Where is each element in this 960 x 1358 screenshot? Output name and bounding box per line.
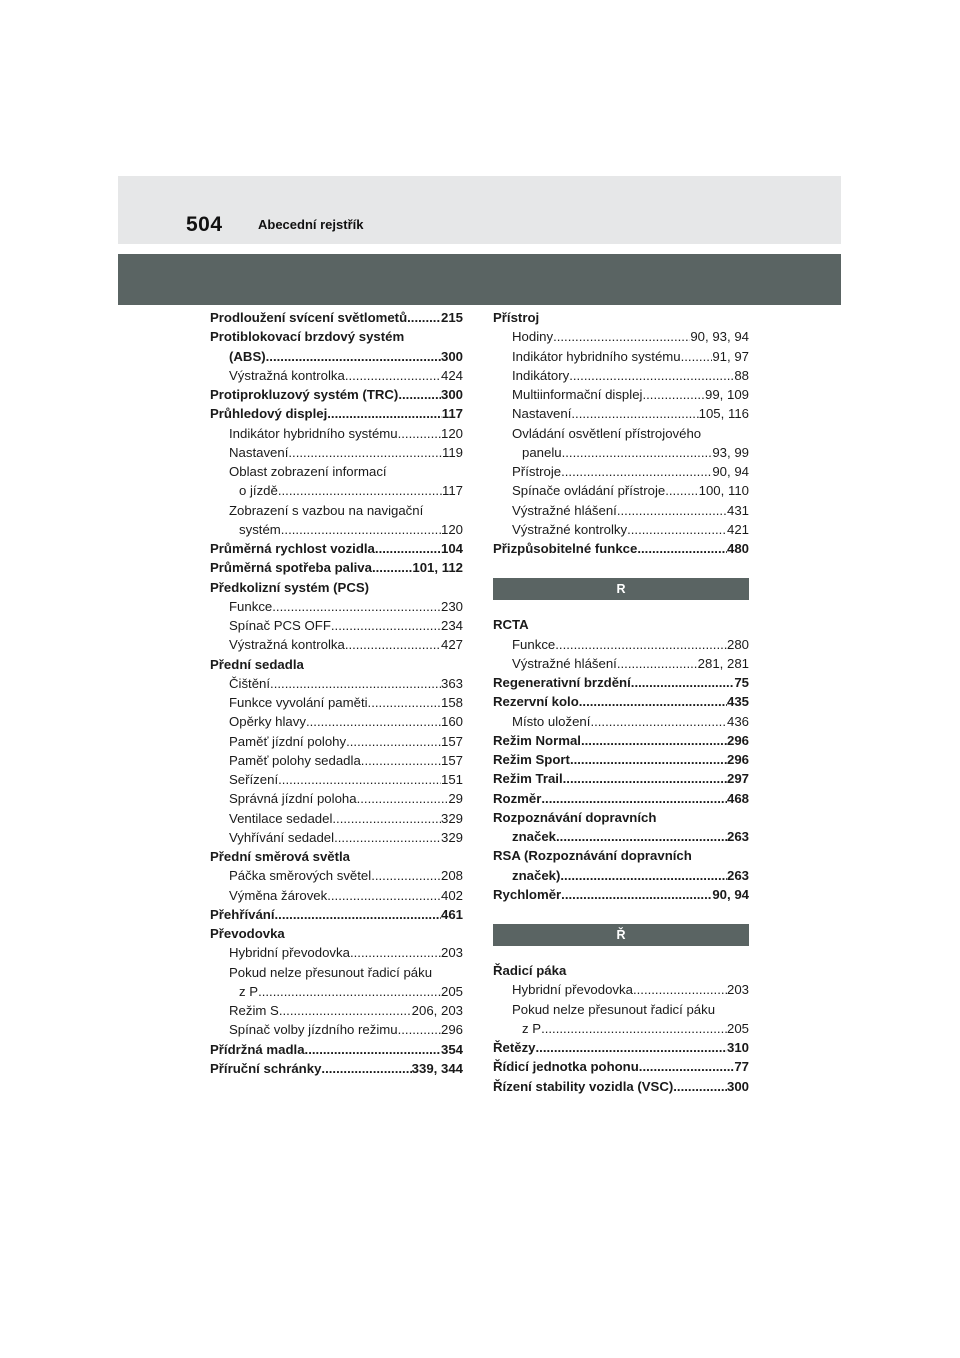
index-entry [210,982,463,1001]
dot-leader [275,905,441,924]
header-bar [118,176,841,244]
index-entry-term: z P [522,1020,542,1036]
index-entry-term: Výstražné kontrolky [512,521,628,537]
index-entry-pages[interactable]: 296 [726,752,749,767]
index-entry-term: z P [239,983,259,999]
index-entry-term: Funkce vyvolání paměti [229,695,368,710]
index-entry-pages[interactable]: 296 [726,732,749,748]
index-entry-pages[interactable]: 157 [440,752,463,768]
index-entry-term: Režim Sport [493,752,570,767]
index-entry-term: Režim Normal [493,732,581,748]
dot-leader [270,674,441,693]
index-entry-pages[interactable]: 91, 97 [712,348,749,364]
index-entry-pages[interactable]: 339, 344 [411,1060,463,1076]
index-entry [493,866,749,885]
dot-leader [279,1001,412,1020]
index-entry-term: Řízení stability vozidla (VSC) [493,1078,674,1094]
dot-leader [398,385,441,404]
dot-leader [617,654,698,673]
dot-leader [371,866,441,885]
dot-leader [541,789,727,808]
index-entry [210,1001,463,1020]
index-entry-term: Rozpoznávání dopravních [493,809,657,825]
index-entry-term: Řadicí páka [493,963,567,978]
index-entry-pages[interactable]: 100, 110 [698,483,749,499]
index-entry-term: panelu [522,444,562,460]
dot-leader [321,1059,411,1078]
index-entry-pages[interactable]: 104 [440,541,463,556]
index-entry [210,424,463,443]
index-entry-term: značek [512,829,556,844]
index-entry-pages[interactable]: 300 [440,387,463,402]
index-entry-pages[interactable]: 215 [440,310,463,325]
dot-leader [407,308,441,327]
index-entry-term: Příruční schránky [210,1060,322,1076]
index-entry-pages[interactable]: 310 [726,1040,749,1055]
dot-leader [398,424,441,443]
index-entry [493,750,749,769]
dot-leader [562,443,713,462]
index-entry-term: Přizpůsobitelné funkce [493,541,638,556]
index-entry [210,385,463,404]
dot-leader [278,481,442,500]
index-entry [210,616,463,635]
index-entry-term: Opěrky hlavy [229,714,306,730]
index-entry-pages[interactable]: 203 [726,982,749,998]
index-entry [210,443,463,462]
index-entry-pages[interactable]: 203 [440,945,463,961]
index-entry-term: Regenerativní brzdění [493,675,631,690]
index-entry-pages[interactable]: 329 [440,829,463,845]
index-entry-term: Funkce [229,598,273,614]
index-entry [493,404,749,423]
index-entry-pages[interactable]: 120 [440,425,463,441]
index-entry-pages[interactable]: 90, 94 [712,464,749,479]
dot-leader [617,501,727,520]
index-entry-term: Vyhřívání sedadel [229,829,335,845]
index-entry [493,1019,749,1038]
index-entry [210,308,463,327]
index-entry-term: systém [239,521,281,537]
index-entry-term: Hybridní převodovka [512,982,633,998]
dot-leader [306,712,441,731]
dot-leader [555,635,727,654]
index-entry [493,385,749,404]
dot-leader [345,635,441,654]
index-entry [493,731,749,750]
index-entry [210,809,463,828]
index-entry-term: Indikátory [512,367,570,383]
index-entry [493,1077,749,1096]
index-entry [210,886,463,905]
index-entry-term: Řetězy [493,1040,536,1055]
dot-leader [556,827,727,846]
index-entry [493,827,749,846]
index-entry-pages[interactable]: 480 [726,541,749,556]
index-entry [210,1059,463,1078]
index-entry-term: Nastavení [229,444,289,460]
index-entry [210,578,463,597]
index-entry [210,327,463,346]
index-entry [210,635,463,654]
index-entry [210,462,463,481]
index-entry [210,520,463,539]
index-entry [210,789,463,808]
dot-leader [590,712,727,731]
index-entry-term: Paměť jízdní polohy [229,733,347,749]
dot-leader [375,539,441,558]
index-entry-term: Čištění [229,675,271,691]
index-entry-term: Režim Trail [493,771,563,787]
index-entry [210,404,463,423]
index-entry-pages[interactable]: 101, 112 [412,560,463,576]
index-entry [493,615,749,634]
index-entry [210,1040,463,1059]
index-entry-pages[interactable]: 230 [440,598,463,614]
index-entry-term: Průhledový displej [210,406,328,422]
index-column-left [210,308,463,1078]
dot-leader [553,327,690,346]
index-entry [210,597,463,616]
index-entry-pages[interactable]: 297 [726,771,749,787]
index-entry [493,712,749,731]
index-entry-pages[interactable]: 88 [734,367,749,383]
page-title: Abecední rejstřík [258,217,364,232]
index-entry-term: Výstražná kontrolka [229,367,345,383]
index-entry-term: Průměrná spotřeba paliva [210,560,372,576]
index-entry [493,539,749,558]
index-entry-term: Místo uložení [512,713,591,729]
index-entry-pages[interactable]: 431 [726,502,749,518]
index-entry [493,654,749,673]
dot-leader [563,769,727,788]
index-entry-term: Přehřívání [210,906,275,922]
index-entry [493,789,749,808]
index-entry [210,924,463,943]
dot-leader [345,366,441,385]
index-entry-term: Seřízení [229,772,279,787]
index-entry-term: (ABS) [229,348,266,364]
index-entry-pages[interactable]: 263 [726,829,749,844]
index-entry-term: Paměť polohy sedadla [229,752,361,768]
index-entry [493,885,749,904]
index-entry-term: Průměrná rychlost vozidla [210,541,375,556]
dot-leader [350,943,441,962]
index-entry-term: Přístroj [493,310,540,325]
index-entry-pages[interactable]: 205 [726,1020,749,1036]
index-entry [493,1057,749,1076]
dot-leader [569,366,734,385]
dot-leader [272,597,441,616]
dot-leader [266,347,441,366]
index-entry-pages[interactable]: 117 [441,483,463,499]
index-entry-term: o jízdě [239,483,278,499]
index-entry [210,558,463,577]
index-entry [210,1020,463,1039]
dot-leader [334,828,441,847]
dot-leader [570,750,727,769]
index-entry-term: Spínač PCS OFF [229,618,331,633]
index-entry [210,963,463,982]
index-entry-term: Spínače ovládání přístroje [512,483,666,499]
index-entry [493,366,749,385]
index-entry [493,501,749,520]
index-entry-term: Hodiny [512,329,554,345]
index-entry [493,481,749,500]
index-entry-term: Přední sedadla [210,656,304,672]
dot-leader [561,462,712,481]
dot-leader [281,520,441,539]
index-entry-term: Výměna žárovek [229,887,328,903]
index-entry-pages[interactable]: 329 [440,810,463,826]
index-entry [493,327,749,346]
dot-leader [633,980,727,999]
index-entry-pages[interactable]: 424 [440,367,463,383]
dot-leader [346,732,441,751]
dot-leader [536,1038,727,1057]
index-entry [210,347,463,366]
index-entry-term: Multiinformační displej [512,387,643,402]
index-entry [493,520,749,539]
index-entry-pages[interactable]: 263 [726,867,749,883]
index-entry-pages[interactable]: 157 [440,733,463,749]
index-entry [210,539,463,558]
index-entry-term: Indikátor hybridního systému [512,348,681,364]
index-entry-term: Přídržná madla [210,1041,305,1057]
dot-leader [541,1019,727,1038]
index-entry-pages[interactable]: 296 [440,1022,463,1038]
index-entry-term: Funkce [512,636,556,652]
index-entry [493,692,749,711]
dot-leader [332,809,441,828]
dot-leader [368,693,441,712]
index-entry-pages[interactable]: 160 [440,714,463,730]
index-entry [493,424,749,443]
index-entry [210,693,463,712]
index-entry [210,943,463,962]
index-entry-term: Přístroje [512,464,562,479]
index-entry [493,443,749,462]
index-entry-term: Protiprokluzový systém (TRC) [210,387,399,402]
dot-leader [631,673,735,692]
index-entry-term: Oblast zobrazení informací [229,464,387,479]
index-entry-pages[interactable]: 90, 93, 94 [690,329,749,345]
header-band [118,254,841,305]
index-entry-pages[interactable]: 436 [726,713,749,729]
index-entry [493,308,749,327]
index-entry-term: Ventilace sedadel [229,810,333,826]
dot-leader [357,789,449,808]
index-entry [493,673,749,692]
dot-leader [581,731,727,750]
index-entry-pages[interactable]: 435 [726,694,749,710]
index-entry-term: Rozměr [493,790,542,806]
index-entry [493,980,749,999]
dot-leader [561,885,712,904]
dot-leader [372,558,412,577]
index-entry [493,1038,749,1057]
dot-leader [627,520,727,539]
index-entry-pages[interactable]: 120 [440,521,463,537]
index-entry-pages[interactable]: 206, 203 [411,1003,463,1018]
dot-leader [681,347,713,366]
index-entry-term: Protiblokovací brzdový systém [210,329,405,345]
index-entry-pages[interactable]: 77 [734,1059,749,1075]
index-entry-pages[interactable]: 75 [734,675,749,690]
index-entry-pages[interactable]: 281, 281 [697,655,749,671]
index-entry-term: Hybridní převodovka [229,945,350,961]
index-entry [493,846,749,865]
dot-leader [305,1040,441,1059]
index-entry [210,732,463,751]
dot-leader [327,886,441,905]
index-entry-term: Rezervní kolo [493,694,579,710]
dot-leader [331,616,441,635]
index-entry [210,905,463,924]
index-entry [210,366,463,385]
index-entry [493,1000,749,1019]
index-entry [493,347,749,366]
index-entry-term: Přední směrová světla [210,849,351,864]
index-entry-term: Páčka směrových světel [229,868,372,884]
dot-leader [258,982,441,1001]
index-column-right [493,308,749,1096]
index-entry-pages[interactable]: 29 [448,791,463,807]
index-entry-pages[interactable]: 117 [441,406,463,422]
index-entry-term: Rychloměr [493,886,562,902]
index-entry-pages[interactable]: 461 [440,906,463,922]
index-entry [210,751,463,770]
dot-leader [571,404,698,423]
index-entry [210,655,463,674]
index-entry [210,712,463,731]
index-entry-term: Řídicí jednotka pohonu [493,1059,639,1075]
dot-leader [579,692,727,711]
index-entry [210,828,463,847]
index-entry [210,481,463,500]
index-entry-pages[interactable]: 300 [726,1078,749,1094]
index-entry-term: Výstražné hlášení [512,655,617,671]
index-entry-pages[interactable]: 158 [440,695,463,710]
index-entry-term: RSA (Rozpoznávání dopravních [493,848,692,864]
index-entry-pages[interactable]: 468 [726,790,749,806]
index-entry-pages[interactable]: 363 [440,675,463,691]
section-header: R [493,578,749,600]
dot-leader [398,1020,441,1039]
dot-leader [278,770,441,789]
index-entry [210,847,463,866]
index-entry-term: Předkolizní systém (PCS) [210,579,370,595]
index-entry-term: Nastavení [512,406,572,422]
dot-leader [665,481,698,500]
index-entry [210,866,463,885]
index-entry-term: Režim S [229,1003,279,1018]
index-entry-term: Správná jízdní poloha [229,791,357,807]
dot-leader [639,1057,735,1076]
index-entry-term: Ovládání osvětlení přístrojového [512,425,702,441]
index-entry-pages[interactable]: 99, 109 [705,387,749,402]
index-entry [493,462,749,481]
dot-leader [673,1077,727,1096]
index-entry-pages[interactable]: 402 [440,887,463,903]
index-entry-term: Spínač volby jízdního režimu [229,1022,398,1038]
dot-leader [288,443,442,462]
index-entry-pages[interactable]: 205 [440,983,463,999]
index-entry-term: Převodovka [210,926,285,941]
dot-leader [361,751,441,770]
index-entry-pages[interactable]: 427 [440,637,463,653]
page-number: 504 [186,213,223,236]
index-entry-term: RCTA [493,617,529,633]
dot-leader [637,539,727,558]
index-entry-term: Pokud nelze přesunout řadicí páku [512,1001,716,1017]
index-entry-pages[interactable]: 354 [440,1041,463,1057]
index-entry-pages[interactable]: 234 [440,618,463,633]
index-entry-term: Výstražné hlášení [512,502,617,518]
index-entry [493,635,749,654]
index-entry-term: Prodloužení svícení světlometů [210,310,408,325]
dot-leader [560,866,727,885]
index-entry-pages[interactable]: 208 [440,868,463,884]
index-entry-term: Pokud nelze přesunout řadicí páku [229,964,433,980]
index-entry-pages[interactable]: 93, 99 [712,444,749,460]
index-entry-pages[interactable]: 151 [440,772,463,787]
index-entry-term: Výstražná kontrolka [229,637,345,653]
index-entry [493,961,749,980]
index-entry-pages[interactable]: 90, 94 [712,886,749,902]
dot-leader [642,385,705,404]
index-entry [493,808,749,827]
index-entry-pages[interactable]: 280 [726,636,749,652]
index-entry [210,501,463,520]
dot-leader [327,404,441,423]
index-entry-pages[interactable]: 119 [441,444,463,460]
index-entry-term: Indikátor hybridního systému [229,425,398,441]
index-entry [210,674,463,693]
index-entry [493,769,749,788]
index-entry-pages[interactable]: 421 [726,521,749,537]
index-entry [210,770,463,789]
index-entry-term: Zobrazení s vazbou na navigační [229,502,424,518]
section-header: Ř [493,924,749,946]
index-entry-pages[interactable]: 105, 116 [698,406,749,422]
index-entry-pages[interactable]: 300 [440,348,463,364]
index-entry-term: značek) [512,867,561,883]
